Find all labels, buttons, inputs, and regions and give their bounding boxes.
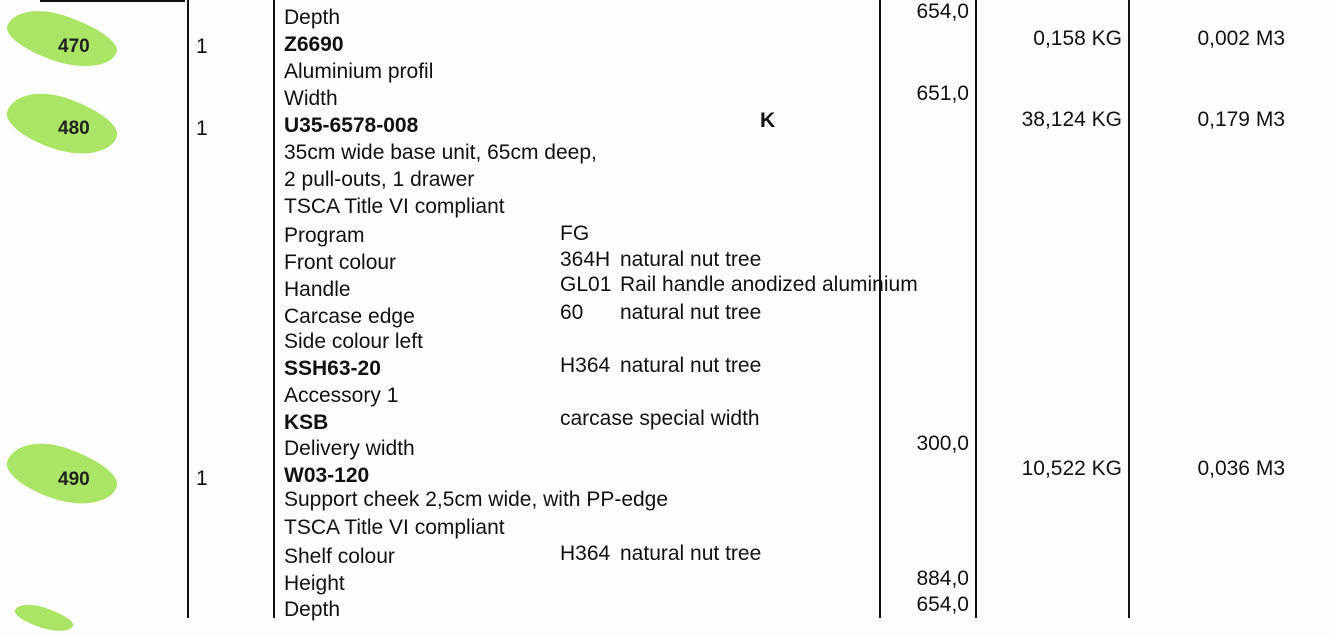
position-number: 480 <box>58 118 90 139</box>
description-line: Support cheek 2,5cm wide, with PP-edge <box>284 488 669 511</box>
weight: 10,522 KG <box>1021 457 1122 480</box>
column-rule-4 <box>975 0 977 618</box>
attribute-code: 364H <box>560 248 611 271</box>
volume: 0,002 M3 <box>1197 27 1285 50</box>
dimension-value: 654,0 <box>916 593 969 616</box>
column-rule-5 <box>1128 0 1130 618</box>
description-line: Aluminium profil <box>284 60 434 83</box>
description-line: 2 pull-outs, 1 drawer <box>284 168 475 191</box>
attribute-label: Shelf colour <box>284 545 395 568</box>
attribute-label: Depth <box>284 598 341 621</box>
weight: 0,158 KG <box>1033 27 1122 50</box>
quantity: 1 <box>196 35 208 58</box>
top-rule <box>40 0 185 2</box>
quantity: 1 <box>196 467 208 490</box>
attribute-label: Carcase edge <box>284 305 415 328</box>
column-rule-2 <box>273 0 275 618</box>
dimension-label: Delivery width <box>284 437 415 460</box>
dimension-label: Depth <box>284 6 341 29</box>
dimension-value: 300,0 <box>916 432 969 455</box>
quantity: 1 <box>196 117 208 140</box>
attribute-label: Height <box>284 572 345 595</box>
attribute-value: natural nut tree <box>620 354 762 377</box>
attribute-label: Accessory 1 <box>284 384 399 407</box>
attribute-value: Rail handle anodized aluminium <box>620 273 918 296</box>
article-number: Z6690 <box>284 33 344 56</box>
position-number: 490 <box>58 469 90 490</box>
attribute-label: Program <box>284 224 365 247</box>
attribute-label: SSH63-20 <box>284 357 381 380</box>
highlight-mark <box>12 599 75 637</box>
attribute-label: Handle <box>284 278 351 301</box>
attribute-code: GL01 <box>560 273 612 296</box>
volume: 0,036 M3 <box>1197 457 1285 480</box>
dimension-value: 884,0 <box>916 567 969 590</box>
weight: 38,124 KG <box>1021 108 1122 131</box>
column-rule-1 <box>187 0 189 618</box>
attribute-value: carcase special width <box>560 407 760 430</box>
dimension-value: 654,0 <box>916 0 969 23</box>
article-code: K <box>760 109 776 132</box>
attribute-label: Front colour <box>284 251 397 274</box>
volume: 0,179 M3 <box>1197 108 1285 131</box>
description-line: TSCA Title VI compliant <box>284 516 505 539</box>
attribute-value: natural nut tree <box>620 542 762 565</box>
description-line: TSCA Title VI compliant <box>284 195 505 218</box>
article-number: U35-6578-008 <box>284 114 419 137</box>
position-number: 470 <box>58 36 90 57</box>
attribute-label: Side colour left <box>284 330 423 353</box>
attribute-code: 60 <box>560 301 584 324</box>
attribute-code: H364 <box>560 542 611 565</box>
dimension-label: Width <box>284 87 338 110</box>
article-number: W03-120 <box>284 464 370 487</box>
description-line: 35cm wide base unit, 65cm deep, <box>284 141 597 164</box>
attribute-label: KSB <box>284 411 329 434</box>
attribute-value: natural nut tree <box>620 248 762 271</box>
attribute-code: H364 <box>560 354 611 377</box>
dimension-value: 651,0 <box>916 82 969 105</box>
attribute-code: FG <box>560 222 590 245</box>
attribute-value: natural nut tree <box>620 301 762 324</box>
